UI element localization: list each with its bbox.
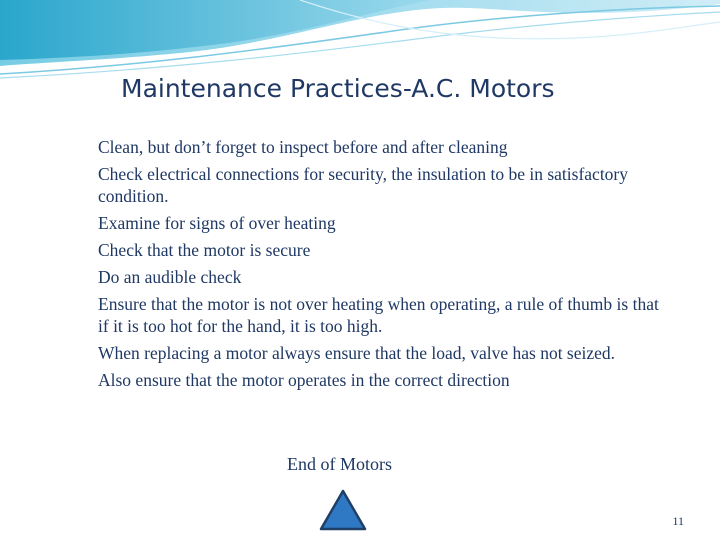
bullet-list bbox=[98, 136, 673, 396]
list-item: Check that the motor is secure bbox=[98, 240, 311, 260]
end-of-section-label: End of Motors bbox=[287, 454, 392, 474]
wave-band-dark bbox=[0, 0, 430, 60]
page-number: 11 bbox=[672, 514, 684, 528]
list-item: Check electrical connections for security, the insulation to be in satisfactory condition. bbox=[98, 164, 629, 206]
list-item: Ensure that the motor is not over heating when operating, a rule of thumb is that if it is too hot for the hand, it is too high. bbox=[98, 294, 659, 336]
page-title: Maintenance Practices-A.C. Motors bbox=[121, 74, 555, 103]
list-item: Also ensure that the motor operates in the correct direction bbox=[98, 370, 510, 390]
list-item: Clean, but don’t forget to inspect before and after cleaning bbox=[98, 137, 508, 157]
list-item: Do an audible check bbox=[98, 267, 242, 287]
list-item: Examine for signs of over heating bbox=[98, 213, 336, 233]
list-item: When replacing a motor always ensure that the load, valve has not seized. bbox=[98, 343, 616, 363]
triangle-up-icon[interactable] bbox=[318, 488, 368, 532]
